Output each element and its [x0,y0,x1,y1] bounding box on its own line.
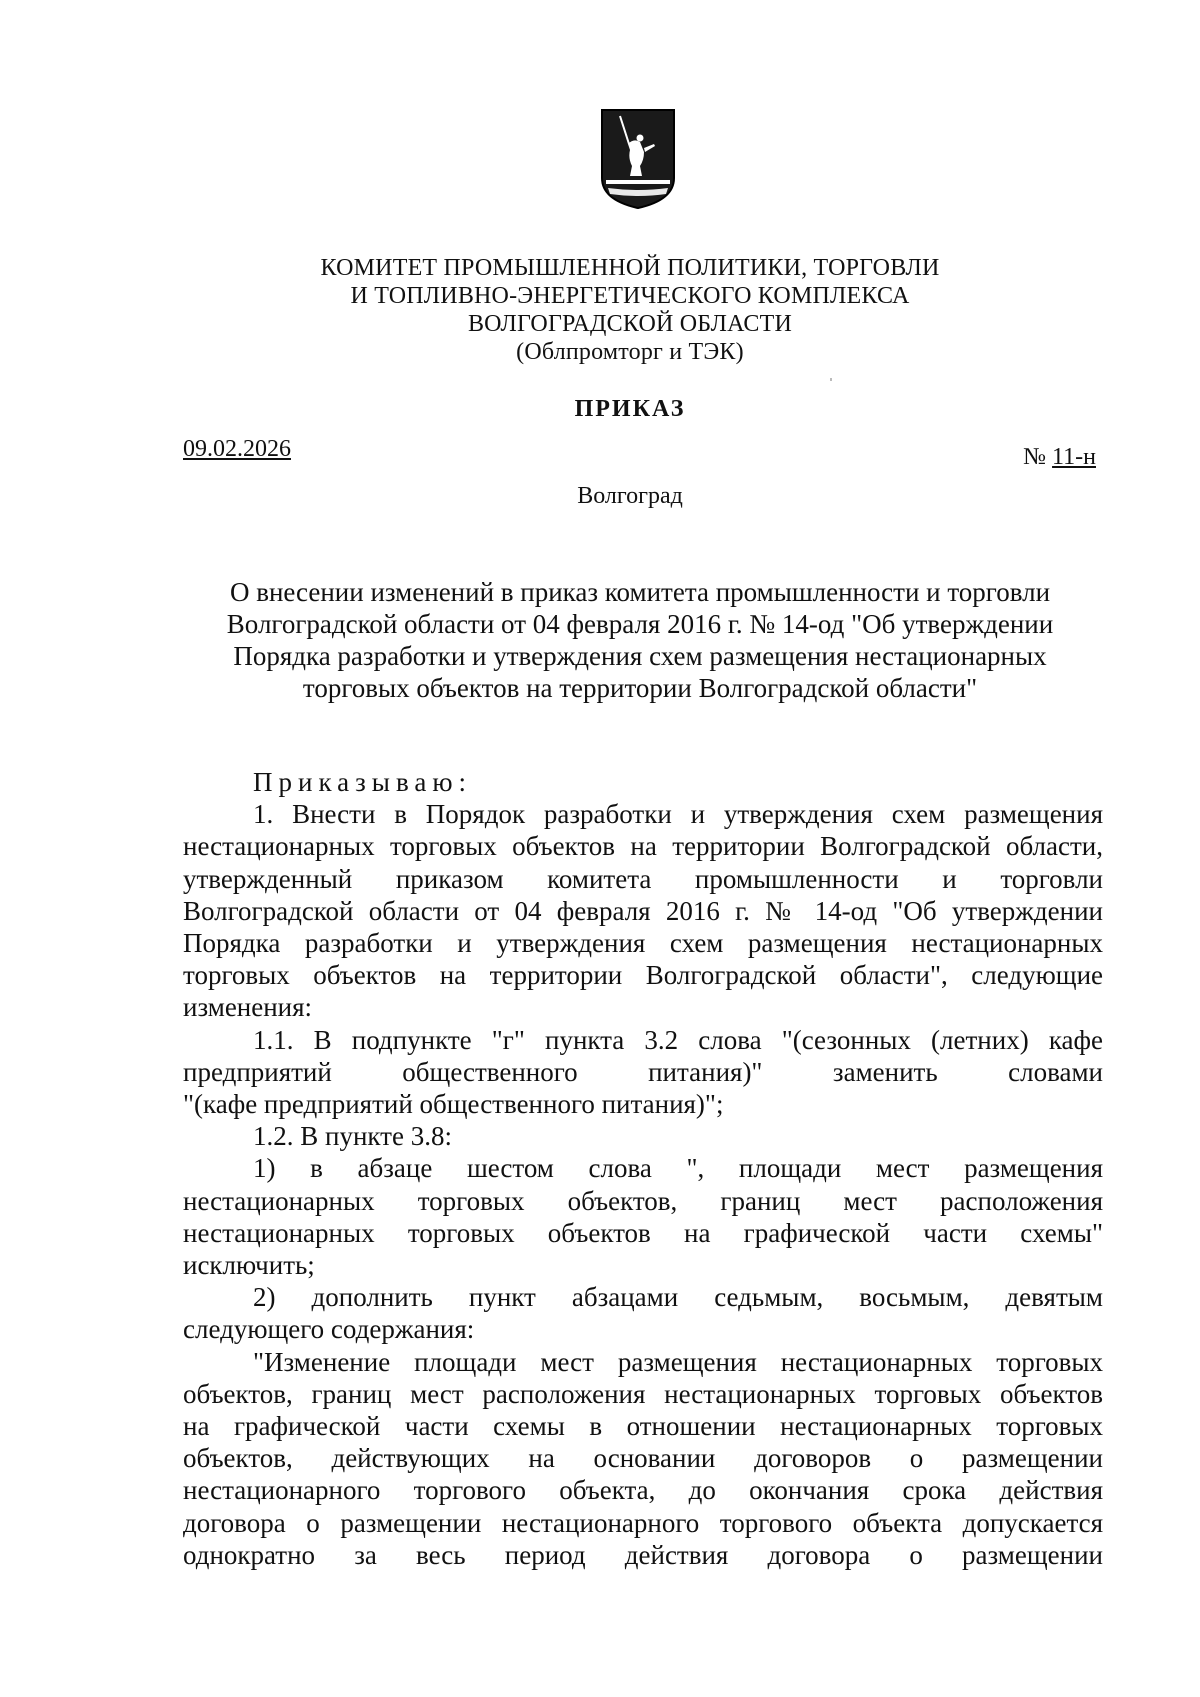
text-line: "Изменение площади мест размещения нестационарных торговых [253,1346,1103,1377]
order-number-value: 11-н [1052,444,1096,470]
document-body [183,766,1103,1571]
text-line: следующего содержания: [183,1314,475,1345]
text-line: Порядка разработки и утверждения схем размещения нестационарных [183,928,1103,959]
text-line: нестационарных торговых объектов, границ мест расположения [183,1185,1103,1216]
document-title-line: торговых объектов на территории Волгоградской области" [302,673,978,703]
text-line: 1.1. В подпункте "г" пункта 3.2 слова "(сезонных (летних) кафе [253,1024,1103,1055]
text-line: договора о размещении нестационарного торгового объекта допускается [183,1507,1103,1538]
authority-name-line-1: КОМИТЕТ ПРОМЫШЛЕННОЙ ПОЛИТИКИ, ТОРГОВЛИ [320,255,940,281]
text-line: нестационарных торговых объектов на графической части схемы" [183,1217,1103,1248]
order-number [1023,444,1096,471]
text-line: объектов, границ мест расположения нестационарных торговых объектов [183,1378,1103,1409]
text-line: на графической части схемы в отношении нестационарных торговых [183,1411,1103,1442]
text-line: предприятий общественного питания)" заменить словами [183,1056,1103,1087]
text-line: торговых объектов на территории Волгоградской области", следующие [183,960,1103,991]
text-line: "(кафе предприятий общественного питания)"; [183,1089,724,1120]
text-line: 1.2. В пункте 3.8: [253,1121,452,1152]
document-title-line: Порядка разработки и утверждения схем размещения нестационарных [233,641,1047,671]
text-line: однократно за весь период действия договора о размещении [183,1539,1103,1570]
order-number-prefix: № [1023,444,1053,470]
text-line: Волгоградской области от 04 февраля 2016 г. № 14-од "Об утверждении [183,895,1103,926]
order-title: ПРИКАЗ [574,396,686,422]
text-line: исключить; [183,1250,315,1281]
paragraph-subitem-2 [183,1281,1103,1345]
paragraph-item-1 [183,798,1103,1023]
document-title-line: О внесении изменений в приказ комитета промышленности и торговли [229,577,1051,607]
text-line: объектов, действующих на основании договоров о размещении [183,1443,1103,1474]
document-title-line: Волгоградской области от 04 февраля 2016 г. № 14-од "Об утверждении [226,609,1054,639]
text-line: 1. Внести в Порядок разработки и утверждения схем размещения [253,799,1103,830]
issuing-authority-header [300,254,960,366]
order-date: 09.02.2026 [183,436,291,462]
authority-name-line-3: ВОЛГОГРАДСКОЙ ОБЛАСТИ [467,311,793,337]
text-line: изменения: [183,992,313,1023]
text-line: нестационарного торгового объекта, до окончания срока действия [183,1475,1103,1506]
volgograd-coat-of-arms-emblem [600,108,676,210]
text-line: нестационарных торговых объектов на территории Волгоградской области, [183,831,1103,862]
text-line: 1) в абзаце шестом слова ", площади мест размещения [253,1153,1103,1184]
text-line: 2) дополнить пункт абзацами седьмым, восьмым, девятым [253,1282,1103,1313]
text-line: утвержденный приказом комитета промышленности и торговли [183,863,1103,894]
paragraph-subitem-1 [183,1152,1103,1281]
scan-speck [830,378,832,381]
paragraph-item-1-2 [183,1120,1103,1152]
authority-name-line-2: И ТОПЛИВНО-ЭНЕРГЕТИЧЕСКОГО КОМПЛЕКСА [350,283,910,309]
document-title [180,576,1100,704]
paragraph-quoted-addition [183,1346,1103,1571]
paragraph-item-1-1 [183,1024,1103,1121]
order-lead-word: Приказываю: [253,767,472,797]
authority-abbreviation: (Облпромторг и ТЭК) [516,339,744,365]
order-city: Волгоград [577,483,683,509]
